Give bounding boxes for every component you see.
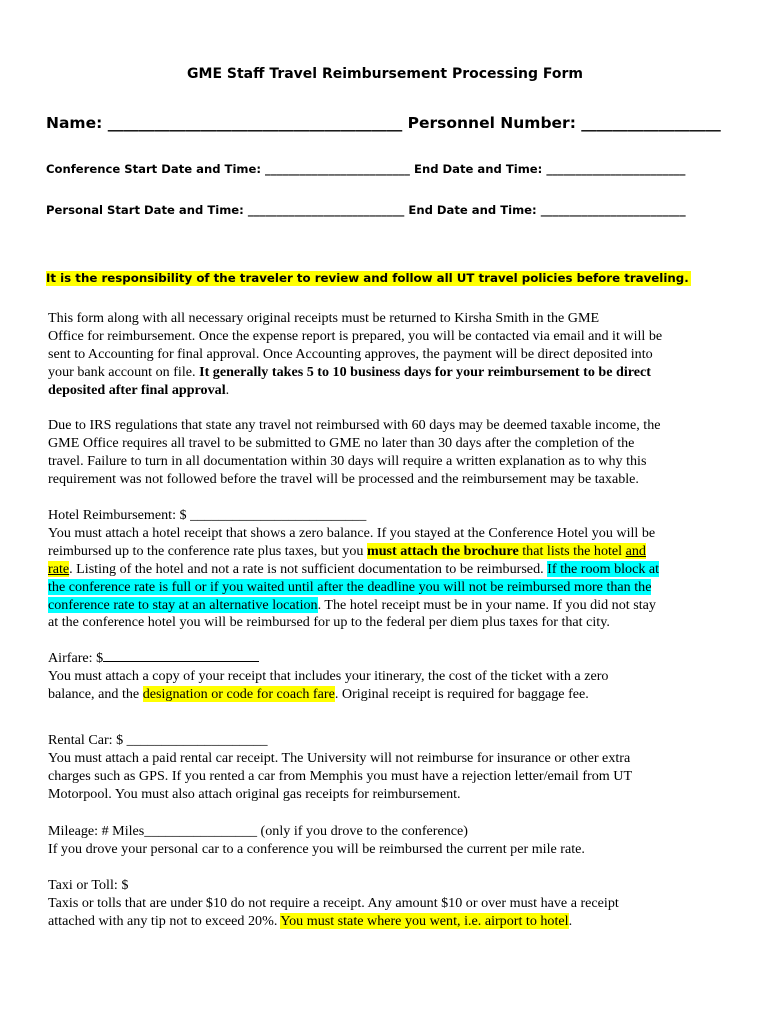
intro-text: your bank account on file. <box>48 363 200 380</box>
intro-paragraph <box>48 310 714 400</box>
hotel-line: You must attach a hotel receipt that shows a zero balance. If you stayed at the Conference Hotel you will be <box>48 524 656 541</box>
personal-dates-row <box>46 203 686 217</box>
hotel-text: . The hotel receipt must be in your name. If you did not stay <box>317 596 656 613</box>
taxi-label: Taxi or Toll: $ <box>48 877 129 893</box>
hotel-line <box>48 543 714 561</box>
irs-line: requirement was not followed before the travel will be processed and the reimbursement may be taxable. <box>48 470 639 487</box>
airfare-line <box>48 686 714 704</box>
hotel-highlight: that lists the hotel <box>518 542 626 559</box>
hotel-text: . Listing of the hotel and not a rate is not sufficient documentation to be reimbursed. <box>69 560 548 577</box>
form-title: GME Staff Travel Reimbursement Processing Form <box>187 66 583 82</box>
airfare-label: Airfare: $ <box>48 650 104 666</box>
processing-time-bold: It generally takes 5 to 10 business days for your reimbursement to be direct <box>199 363 651 380</box>
hotel-line <box>48 561 714 579</box>
conference-dates-row <box>46 162 685 176</box>
processing-time-bold-cont: deposited after final approval <box>48 381 226 398</box>
hotel-line <box>48 597 714 615</box>
rental-line: charges such as GPS. If you rented a car from Memphis you must have a rejection letter/email from UT <box>48 767 633 784</box>
destination-highlight: You must state where you went, i.e. airport to hotel <box>280 912 569 929</box>
mileage-label: Mileage: # Miles________________ (only if you drove to the conference) <box>48 823 468 839</box>
intro-line <box>48 382 714 400</box>
intro-line: This form along with all necessary original receipts must be returned to Kirsha Smith in the GME <box>48 310 600 326</box>
irs-line: GME Office requires all travel to be submitted to GME no later than 30 days after the completion of the <box>48 434 635 451</box>
rental-line: You must attach a paid rental car receipt. The University will not reimburse for insurance or other extra <box>48 749 631 766</box>
conference-start-label: Conference Start Date and Time: _________________________ <box>46 162 410 176</box>
personal-start-label: Personal Start Date and Time: ___________________________ <box>46 203 405 217</box>
taxi-text: . <box>568 912 573 929</box>
intro-line <box>48 364 714 382</box>
intro-line: Office for reimbursement. Once the expense report is prepared, you will be contacted via email and it will be <box>48 327 663 344</box>
hotel-line: at the conference hotel you will be reimbursed for up to the federal per diem plus taxes for that city. <box>48 614 610 631</box>
mileage-line: If you drove your personal car to a conference you will be reimbursed the current per mile rate. <box>48 840 585 857</box>
airfare-line: You must attach a copy of your receipt that includes your itinerary, the cost of the ticket with a zero <box>48 667 609 684</box>
taxi-section <box>48 877 714 931</box>
intro-line: sent to Accounting for final approval. Once Accounting approves, the payment will be direct deposited into <box>48 345 653 362</box>
mileage-section <box>48 823 714 859</box>
intro-text: . <box>225 381 230 398</box>
airfare-section <box>48 650 714 704</box>
irs-paragraph <box>48 417 714 489</box>
room-block-highlight: If the room block at <box>547 560 660 577</box>
taxi-line: Taxis or tolls that are under $10 do not require a receipt. Any amount $10 or over must have a receipt <box>48 894 619 911</box>
rental-car-label: Rental Car: $ ____________________ <box>48 732 268 748</box>
brochure-highlight: must attach the brochure <box>366 542 519 559</box>
irs-line: Due to IRS regulations that state any travel not reimbursed with 60 days may be deemed taxable income, the <box>48 417 661 433</box>
hotel-section <box>48 507 714 632</box>
name-label: Name: ______________________________________ <box>46 114 403 132</box>
personal-end-label: End Date and Time: _________________________ <box>408 203 686 217</box>
hotel-line <box>48 579 714 597</box>
airfare-text: balance, and the <box>48 685 143 702</box>
rental-car-section <box>48 732 714 804</box>
hotel-label: Hotel Reimbursement: $ _________________________ <box>48 507 367 523</box>
coach-fare-highlight: designation or code for coach fare <box>142 685 335 702</box>
personnel-number-label: Personnel Number: __________________ <box>407 114 721 132</box>
hotel-highlight-underline: and <box>625 542 646 559</box>
room-block-highlight: the conference rate is full or if you waited until after the deadline you will not be reimbursed more than the <box>48 578 652 595</box>
taxi-text: attached with any tip not to exceed 20%. <box>48 912 281 929</box>
rate-highlight: rate <box>48 560 70 577</box>
policy-notice: It is the responsibility of the traveler to review and follow all UT travel policies before traveling. <box>46 271 689 285</box>
taxi-line <box>48 913 714 931</box>
airfare-label-row <box>48 650 714 668</box>
rental-line: Motorpool. You must also attach original gas receipts for reimbursement. <box>48 785 461 802</box>
room-block-highlight: conference rate to stay at an alternative location <box>48 596 318 613</box>
airfare-blank <box>103 660 259 662</box>
hotel-text: reimbursed up to the conference rate plus taxes, but you <box>48 542 367 559</box>
irs-line: travel. Failure to turn in all documentation within 30 days will require a written explanation as to why this <box>48 452 647 469</box>
name-field <box>46 114 721 132</box>
airfare-text: . Original receipt is required for baggage fee. <box>334 685 589 702</box>
conference-end-label: End Date and Time: ________________________ <box>414 162 686 176</box>
